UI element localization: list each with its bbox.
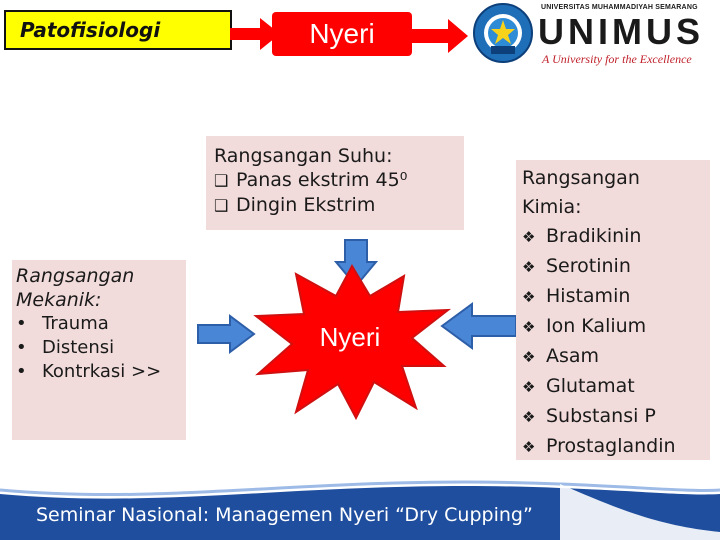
diamond-bullet-icon: ❖ — [522, 288, 536, 306]
mekanik-item: • Trauma — [16, 312, 186, 336]
mekanik-box — [12, 260, 186, 440]
kimia-heading: Rangsangan — [522, 167, 640, 189]
arrow-left — [440, 302, 518, 350]
mekanik-heading-2: Mekanik: — [16, 289, 102, 311]
checkbox-bullet-icon: ❑ — [214, 196, 229, 215]
diamond-bullet-icon: ❖ — [522, 318, 536, 336]
diamond-bullet-icon: ❖ — [522, 408, 536, 426]
banner-arrow — [410, 16, 468, 56]
kimia-item: ❖ Asam — [522, 342, 710, 372]
kimia-item: ❖ Histamin — [522, 282, 710, 312]
suhu-item: ❑ Dingin Ekstrim — [214, 194, 376, 216]
kimia-item: ❖ Bradikinin — [522, 222, 710, 252]
seal-icon — [472, 2, 534, 64]
nyeri-center-label: Nyeri — [319, 322, 381, 352]
university-wordmark: UNIMUS — [538, 11, 704, 52]
kimia-item: ❖ Prostaglandin — [522, 432, 710, 462]
kimia-heading-2: Kimia: — [522, 196, 582, 218]
kimia-item: ❖ Glutamat — [522, 372, 710, 402]
nyeri-banner: Nyeri — [272, 12, 412, 56]
footer-text: Seminar Nasional: Managemen Nyeri “Dry Cupping” — [36, 504, 533, 526]
university-seal — [472, 2, 534, 64]
diamond-bullet-icon: ❖ — [522, 258, 536, 276]
mekanik-item: • Distensi — [16, 336, 186, 360]
arrow-right — [196, 314, 256, 354]
diamond-bullet-icon: ❖ — [522, 378, 536, 396]
suhu-item: ❑ Panas ekstrim 45⁰ — [214, 169, 408, 191]
mekanik-item: • Kontrkasi >> — [16, 360, 186, 384]
suhu-box — [206, 136, 464, 230]
suhu-heading: Rangsangan Suhu: — [214, 145, 393, 167]
diamond-bullet-icon: ❖ — [522, 438, 536, 456]
checkbox-bullet-icon: ❑ — [214, 171, 229, 190]
university-tagline: A University for the Excellence — [542, 52, 692, 66]
kimia-item: ❖ Ion Kalium — [522, 312, 710, 342]
university-small-name: UNIVERSITAS MUHAMMADIYAH SEMARANG — [541, 4, 698, 11]
kimia-item: ❖ Serotinin — [522, 252, 710, 282]
mekanik-heading: Rangsangan — [16, 265, 135, 287]
kimia-box — [516, 160, 710, 460]
diamond-bullet-icon: ❖ — [522, 228, 536, 246]
page-title: Patofisiologi — [4, 10, 232, 50]
diamond-bullet-icon: ❖ — [522, 348, 536, 366]
kimia-item: ❖ Substansi P — [522, 402, 710, 432]
